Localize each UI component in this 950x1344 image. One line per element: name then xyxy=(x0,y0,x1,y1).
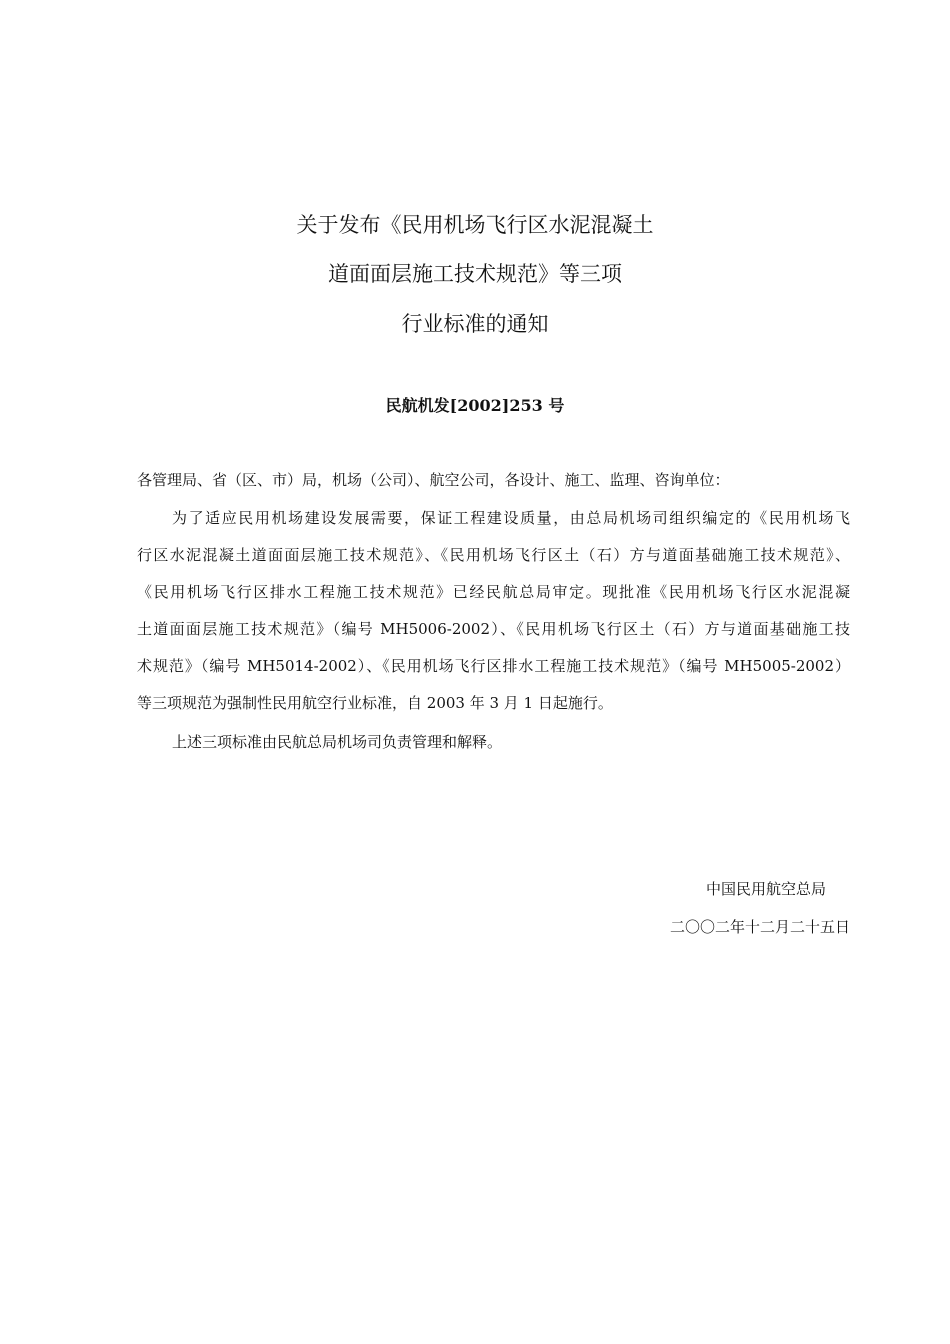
paragraph1-line-2: 行区水泥混凝土道面面层施工技术规范》、《民用机场飞行区土（石）方与道面基础施工技术规范》、 xyxy=(137,546,850,564)
signature-org: 中国民用航空总局 xyxy=(705,880,826,898)
paragraph1-line-1: 为了适应民用机场建设发展需要，保证工程建设质量，由总局机场司组织编定的《民用机场飞 xyxy=(172,509,850,527)
title-line-1: 关于发布《民用机场飞行区水泥混凝土 xyxy=(296,213,654,237)
paragraph1-line-5: 术规范》（编号 MH5014-2002）、《民用机场飞行区排水工程施工技术规范》（编号 MH5005-2002） xyxy=(137,657,850,675)
paragraph1-line-3: 《民用机场飞行区排水工程施工技术规范》已经民航总局审定。现批准《民用机场飞行区水泥混凝 xyxy=(137,583,850,601)
salutation: 各管理局、省（区、市）局，机场（公司）、航空公司，各设计、施工、监理、咨询单位： xyxy=(137,471,730,489)
paragraph1-line-6: 等三项规范为强制性民用航空行业标准，自 2003 年 3 月 1 日起施行。 xyxy=(137,694,613,712)
title-line-2: 道面面层施工技术规范》等三项 xyxy=(328,262,622,286)
document-number: 民航机发[2002]253 号 xyxy=(385,396,565,415)
paragraph2: 上述三项标准由民航总局机场司负责管理和解释。 xyxy=(172,733,503,751)
title-line-3: 行业标准的通知 xyxy=(401,312,549,336)
paragraph1-line-4: 土道面面层施工技术规范》（编号 MH5006-2002）、《民用机场飞行区土（石）方与道面基础施工技 xyxy=(137,620,850,638)
signature-date: 二〇〇二年十二月二十五日 xyxy=(669,918,850,936)
